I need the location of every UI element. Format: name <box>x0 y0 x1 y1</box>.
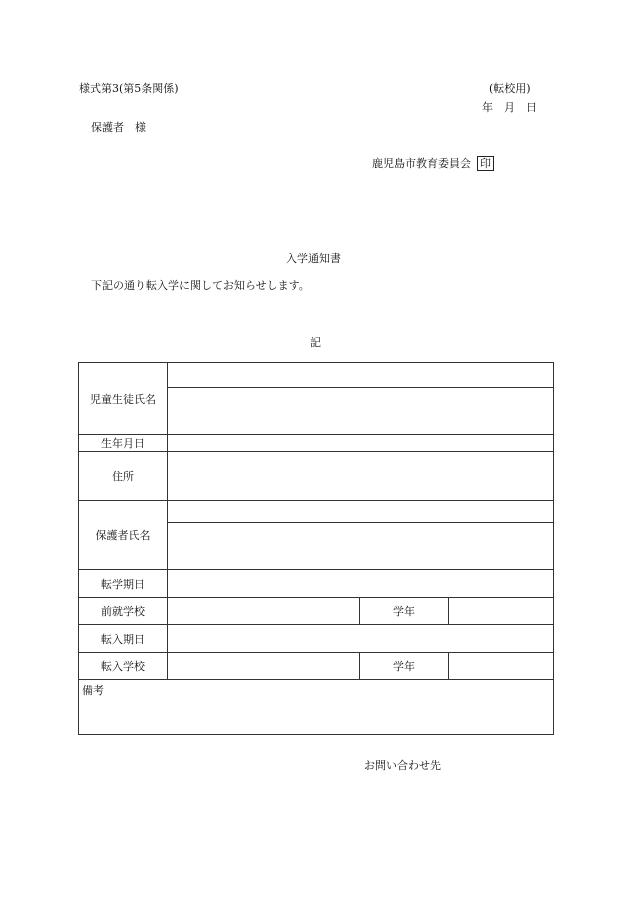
form-type: (転校用) <box>489 82 531 95</box>
recipient: 保護者 様 <box>91 121 146 134</box>
student-name-kana-field[interactable] <box>168 363 554 388</box>
address-label: 住所 <box>79 452 168 501</box>
transfer-out-date-field[interactable] <box>168 570 554 598</box>
new-school-field[interactable] <box>168 653 360 680</box>
table-row <box>79 363 554 388</box>
intro-text: 下記の通り転入学に関してお知らせします。 <box>91 279 310 292</box>
document-title: 入学通知書 <box>286 252 341 265</box>
table-row <box>79 452 554 501</box>
transfer-out-date-label: 転学期日 <box>79 570 168 598</box>
previous-grade-label: 学年 <box>360 598 449 625</box>
guardian-name-label: 保護者氏名 <box>79 501 168 570</box>
issuer: 鹿児島市教育委員会 <box>372 157 471 170</box>
new-grade-label: 学年 <box>360 653 449 680</box>
contact-label: お問い合わせ先 <box>364 759 441 772</box>
transfer-in-date-label: 転入期日 <box>79 625 168 653</box>
seal-stamp: 印 <box>477 156 494 171</box>
ki-heading: 記 <box>310 336 321 349</box>
issuer-block <box>372 155 494 171</box>
student-name-label: 児童生徒氏名 <box>79 363 168 435</box>
transfer-in-date-field[interactable] <box>168 625 554 653</box>
table-row <box>79 625 554 653</box>
guardian-name-kana-field[interactable] <box>168 501 554 523</box>
notes-label: 備考 <box>82 684 104 697</box>
notes-cell[interactable] <box>79 680 554 735</box>
guardian-name-field[interactable] <box>168 523 554 570</box>
table-row <box>79 501 554 523</box>
address-field[interactable] <box>168 452 554 501</box>
form-number: 様式第3(第5条関係) <box>79 82 179 95</box>
previous-school-field[interactable] <box>168 598 360 625</box>
table-row <box>79 598 554 625</box>
table-row <box>79 653 554 680</box>
birth-date-field[interactable] <box>168 435 554 452</box>
table-row <box>79 570 554 598</box>
birth-date-label: 生年月日 <box>79 435 168 452</box>
date-line: 年 月 日 <box>482 101 537 114</box>
previous-school-label: 前就学校 <box>79 598 168 625</box>
new-grade-field[interactable] <box>449 653 554 680</box>
table-row <box>79 435 554 452</box>
student-name-field[interactable] <box>168 388 554 435</box>
notice-table <box>78 362 554 735</box>
table-row <box>79 680 554 735</box>
new-school-label: 転入学校 <box>79 653 168 680</box>
previous-grade-field[interactable] <box>449 598 554 625</box>
